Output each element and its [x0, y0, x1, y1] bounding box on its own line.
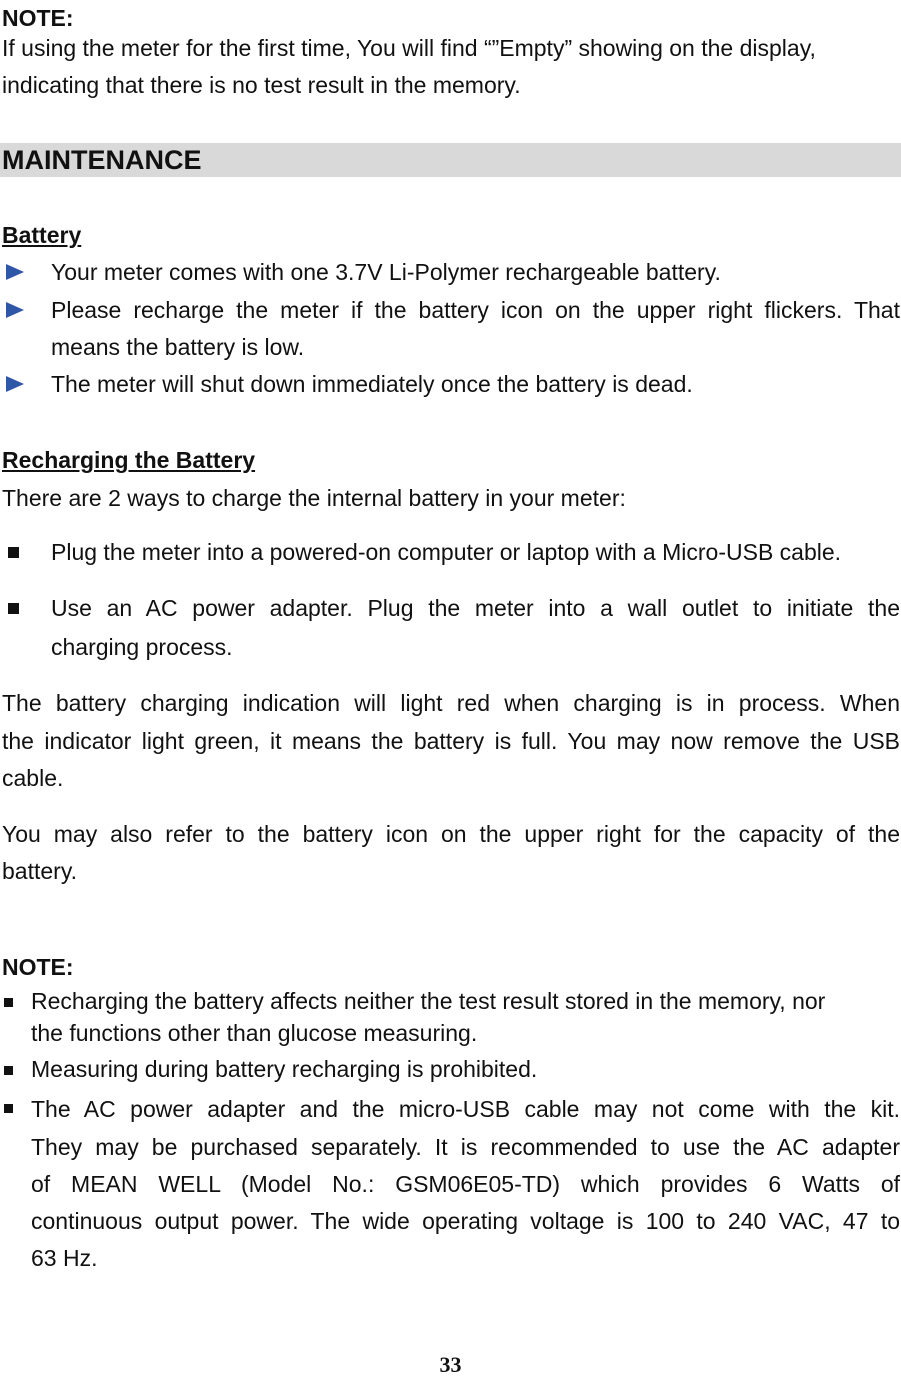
paragraph-line: cable. — [2, 765, 64, 791]
note-item-cont: continuous output power. The wide operating voltage is 100 to 240 VAC, 47 to — [31, 1208, 900, 1234]
note-item-cont: 63 Hz. — [31, 1245, 98, 1271]
paragraph-line: The battery charging indication will light red when charging is in process. When — [2, 690, 900, 716]
note-item-cont: of MEAN WELL (Model No.: GSM06E05-TD) which provides 6 Watts of — [31, 1171, 900, 1197]
arrow-bullet-icon — [6, 264, 24, 280]
recharging-heading: Recharging the Battery — [2, 447, 256, 473]
arrow-bullet-icon — [6, 302, 24, 318]
page-number: 33 — [439, 1352, 462, 1377]
square-bullet-icon — [4, 1104, 13, 1113]
note-item-cont: They may be purchased separately. It is recommended to use the AC adapter — [31, 1134, 900, 1160]
battery-bullet: Your meter comes with one 3.7V Li-Polymer rechargeable battery. — [51, 259, 721, 285]
battery-heading: Battery — [2, 222, 82, 248]
square-bullet-icon — [4, 998, 13, 1007]
square-bullet-icon — [8, 603, 19, 614]
paragraph-line: You may also refer to the battery icon on the upper right for the capacity of the — [2, 821, 900, 847]
square-bullet-icon — [4, 1066, 13, 1075]
section-title: MAINTENANCE — [2, 145, 202, 175]
recharging-item: Use an AC power adapter. Plug the meter into a wall outlet to initiate the — [51, 595, 900, 621]
paragraph-line: battery. — [2, 858, 77, 884]
recharging-item-cont: charging process. — [51, 634, 233, 660]
recharging-item: Plug the meter into a powered-on computer or laptop with a Micro-USB cable. — [51, 539, 842, 565]
note-line: If using the meter for the first time, You will find “”Empty” showing on the display, — [2, 35, 816, 61]
note-item: The AC power adapter and the micro-USB cable may not come with the kit. — [31, 1096, 900, 1122]
note-heading: NOTE: — [2, 5, 74, 31]
note-line: indicating that there is no test result in the memory. — [2, 72, 521, 98]
square-bullet-icon — [8, 547, 19, 558]
battery-bullet: Please recharge the meter if the battery icon on the upper right flickers. That — [51, 297, 900, 323]
arrow-bullet-icon — [6, 376, 24, 392]
note-heading: NOTE: — [2, 954, 74, 980]
note-item: Recharging the battery affects neither the test result stored in the memory, nor — [31, 988, 826, 1014]
recharging-intro: There are 2 ways to charge the internal battery in your meter: — [2, 485, 626, 511]
paragraph-line: the indicator light green, it means the battery is full. You may now remove the USB — [2, 728, 900, 754]
note-item: Measuring during battery recharging is prohibited. — [31, 1056, 538, 1082]
battery-bullet: The meter will shut down immediately once the battery is dead. — [51, 371, 693, 397]
battery-bullet-cont: means the battery is low. — [51, 334, 305, 360]
note-item-cont: the functions other than glucose measuring. — [31, 1020, 478, 1046]
